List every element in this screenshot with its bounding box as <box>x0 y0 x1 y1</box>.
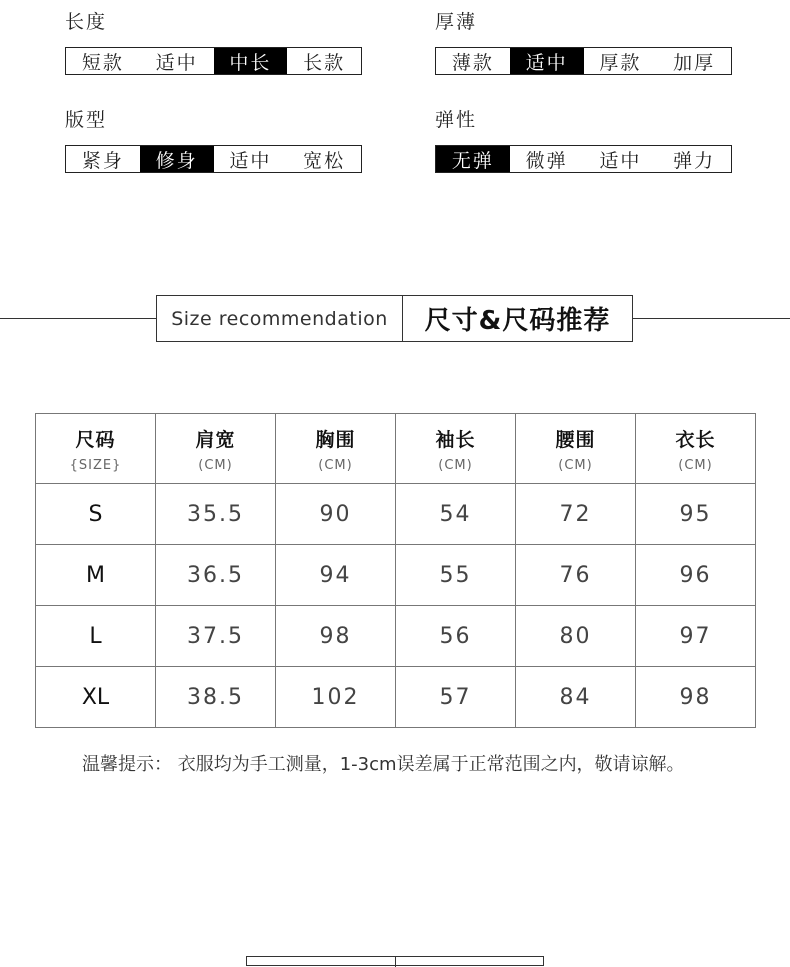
value-cell: 54 <box>396 484 516 545</box>
value-cell: 95 <box>636 484 756 545</box>
header-unit: {SIZE} <box>69 457 122 473</box>
size-cell: M <box>36 545 156 606</box>
header-name: 腰围 <box>555 428 596 451</box>
table-row <box>36 667 756 728</box>
attribute-title: 版型 <box>65 109 108 131</box>
size-cell: XL <box>36 667 156 728</box>
banner-title-cn: 尺寸&尺码推荐 <box>424 306 611 336</box>
table-header-row <box>36 414 756 484</box>
table-row <box>36 545 756 606</box>
banner-divider <box>395 957 396 967</box>
header-unit: (CM) <box>318 457 353 473</box>
next-section-banner <box>246 956 544 966</box>
length-option[interactable]: 长款 <box>287 48 361 74</box>
length-option[interactable]: 适中 <box>140 48 214 74</box>
value-cell: 36.5 <box>156 545 276 606</box>
table-row <box>36 606 756 667</box>
elasticity-option[interactable]: 弹力 <box>657 146 731 172</box>
value-cell: 57 <box>396 667 516 728</box>
elasticity-option[interactable]: 适中 <box>584 146 658 172</box>
value-cell: 72 <box>516 484 636 545</box>
thickness-option-selected[interactable]: 适中 <box>510 48 584 74</box>
header-cell <box>156 414 276 484</box>
header-name: 袖长 <box>435 428 476 451</box>
attribute-title: 厚薄 <box>435 11 478 33</box>
header-cell <box>276 414 396 484</box>
table-row <box>36 484 756 545</box>
length-selector <box>65 47 362 75</box>
header-cell <box>516 414 636 484</box>
value-cell: 102 <box>276 667 396 728</box>
section-banner <box>156 295 633 342</box>
fit-option-selected[interactable]: 修身 <box>140 146 214 172</box>
value-cell: 55 <box>396 545 516 606</box>
size-table <box>35 413 756 728</box>
header-name: 尺码 <box>75 428 116 451</box>
header-name: 肩宽 <box>195 428 236 451</box>
divider-right <box>633 318 790 319</box>
value-cell: 38.5 <box>156 667 276 728</box>
size-cell: L <box>36 606 156 667</box>
value-cell: 84 <box>516 667 636 728</box>
value-cell: 76 <box>516 545 636 606</box>
value-cell: 56 <box>396 606 516 667</box>
length-option[interactable]: 短款 <box>66 48 140 74</box>
header-name: 胸围 <box>315 428 356 451</box>
fit-option[interactable]: 适中 <box>214 146 288 172</box>
value-cell: 94 <box>276 545 396 606</box>
value-cell: 37.5 <box>156 606 276 667</box>
value-cell: 98 <box>636 667 756 728</box>
length-option-selected[interactable]: 中长 <box>214 48 288 74</box>
fit-option[interactable]: 紧身 <box>66 146 140 172</box>
value-cell: 90 <box>276 484 396 545</box>
attribute-title: 弹性 <box>435 109 478 131</box>
elasticity-selector <box>435 145 732 173</box>
attribute-title: 长度 <box>65 11 108 33</box>
header-unit: (CM) <box>558 457 593 473</box>
tip-label: 温馨提示： <box>82 754 172 775</box>
value-cell: 96 <box>636 545 756 606</box>
divider-left <box>0 318 156 319</box>
header-unit: (CM) <box>678 457 713 473</box>
value-cell: 97 <box>636 606 756 667</box>
size-cell: S <box>36 484 156 545</box>
header-cell <box>636 414 756 484</box>
header-cell <box>36 414 156 484</box>
value-cell: 98 <box>276 606 396 667</box>
banner-title-en: Size recommendation <box>157 296 403 341</box>
elasticity-option-selected[interactable]: 无弹 <box>436 146 510 172</box>
thickness-selector <box>435 47 732 75</box>
value-cell: 80 <box>516 606 636 667</box>
elasticity-option[interactable]: 微弹 <box>510 146 584 172</box>
tip-text: 衣服均为手工测量，1-3cm误差属于正常范围之内，敬请谅解。 <box>177 754 685 775</box>
thickness-option[interactable]: 薄款 <box>436 48 510 74</box>
header-unit: (CM) <box>198 457 233 473</box>
thickness-option[interactable]: 加厚 <box>657 48 731 74</box>
header-unit: (CM) <box>438 457 473 473</box>
header-cell <box>396 414 516 484</box>
header-name: 衣长 <box>675 428 716 451</box>
fit-option[interactable]: 宽松 <box>287 146 361 172</box>
fit-selector <box>65 145 362 173</box>
measurement-tip <box>82 750 685 776</box>
thickness-option[interactable]: 厚款 <box>584 48 658 74</box>
value-cell: 35.5 <box>156 484 276 545</box>
